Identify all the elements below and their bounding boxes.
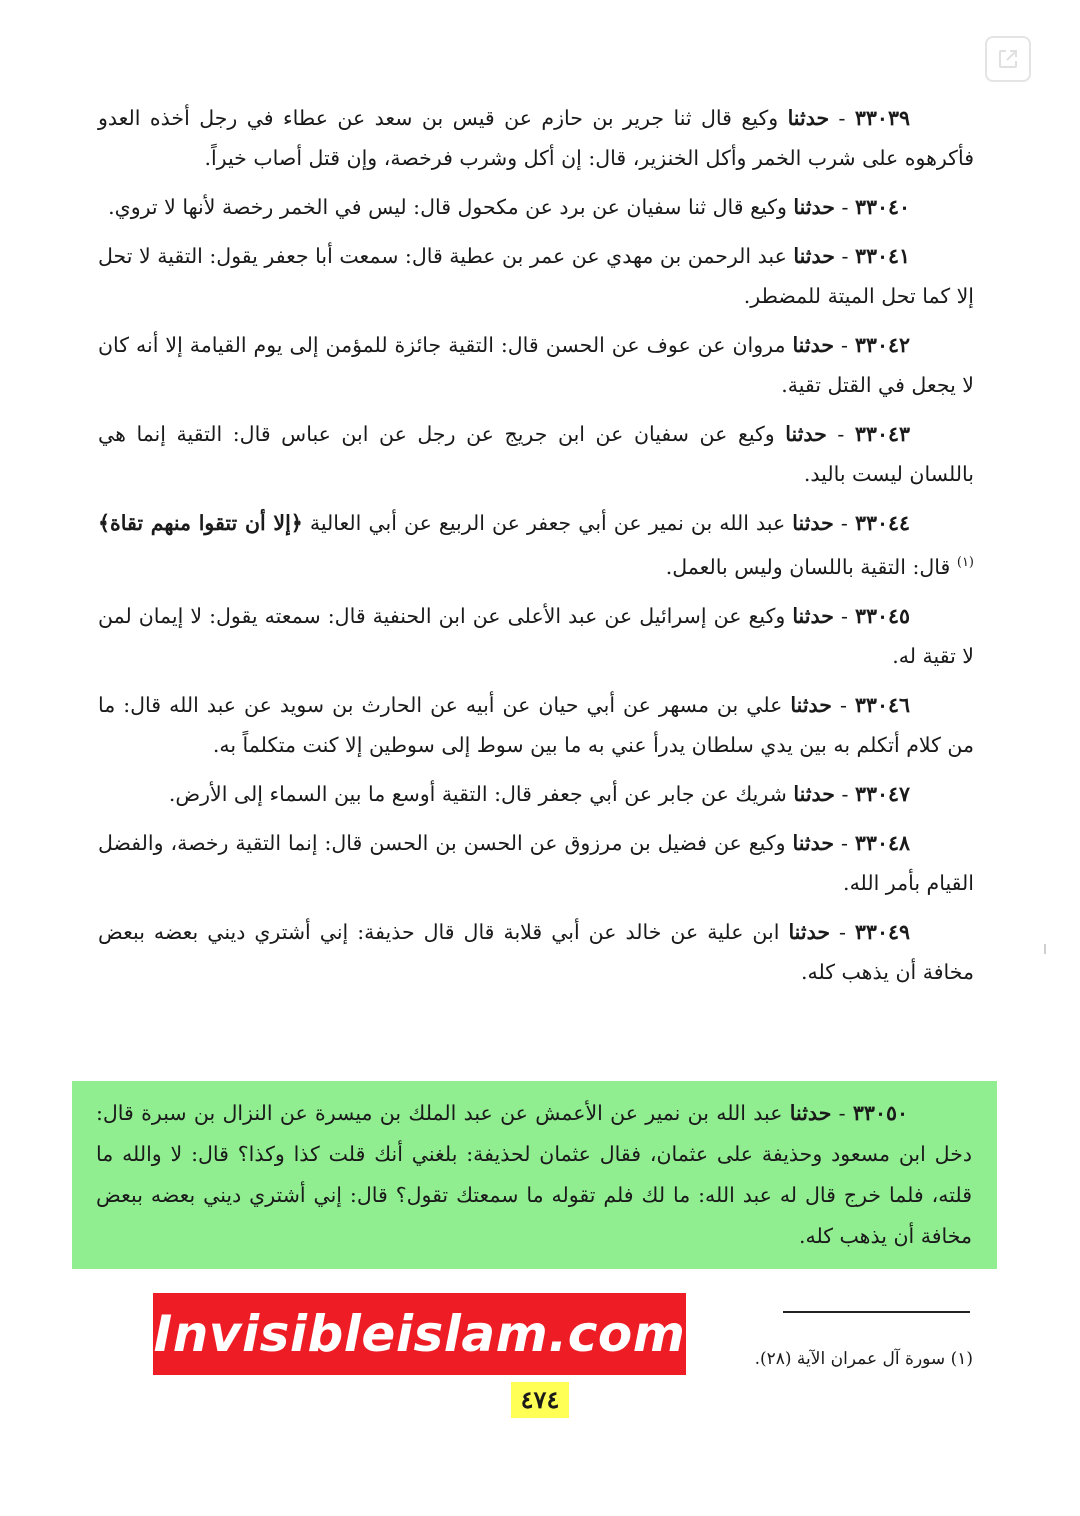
highlighted-hadith	[72, 1081, 997, 1269]
hadith-entry: ٣٣٠٤٦ - حدثنا علي بن مسهر عن أبي حيان عن أبيه عن الحارث بن سويد عن عبد الله قال: ما من كلام أتكلم به بين يدي سلطان يدرأ عني به ما بين سوط إلى سوطين إلا كنت متكلماً به.	[98, 692, 974, 757]
hadith-entry: ٣٣٠٤٠ - حدثنا وكيع قال ثنا سفيان عن برد عن مكحول قال: ليس في الخمر رخصة لأنها لا تروي.	[108, 195, 910, 219]
hadith-entry: ٣٣٠٤٤ - حدثنا عبد الله بن نمير عن أبي جعفر عن الربيع عن أبي العالية ﴿إلا أن تتقوا منهم تقاة﴾$^{(١)}$ قال: التقية باللسان وليس بالعمل.	[98, 511, 974, 579]
margin-mark	[1044, 944, 1046, 954]
hadith-entry: ٣٣٠٤٨ - حدثنا وكيع عن فضيل بن مرزوق عن الحسن بن الحسن قال: إنما التقية رخصة، والفضل القيام بأمر الله.	[98, 830, 974, 895]
quran-verse: ﴿إلا أن تتقوا منهم تقاة﴾	[98, 511, 303, 535]
hadith-entry: ٣٣٠٤١ - حدثنا عبد الرحمن بن مهدي عن عمر بن عطية قال: سمعت أبا جعفر يقول: التقية لا تحل إلا كما تحل الميتة للمضطر.	[98, 244, 974, 308]
hadith-entry: ٣٣٠٤٩ - حدثنا ابن علية عن خالد عن أبي قلابة قال قال حذيفة: إني أشتري ديني بعضه ببعض مخافة أن يذهب كله.	[98, 919, 974, 984]
hadith-list	[98, 98, 974, 1001]
hadith-entry: ٣٣٠٣٩ - حدثنا وكيع قال ثنا جرير بن حازم عن قيس بن سعد عن عطاء في رجل أخذه العدو فأكرهوه على شرب الخمر وأكل الخنزير، قال: إن أكل وشرب فرخصة، وإن قتل أصاب خيراً.	[98, 106, 974, 170]
footnote-ref[interactable]: (١)	[956, 555, 974, 570]
footnote: (١) سورة آل عمران الآية (٢٨).	[754, 1349, 973, 1369]
footnote-divider	[783, 1311, 970, 1313]
watermark-banner: Invisibleislam.com	[153, 1293, 686, 1375]
hadith-entry: ٣٣٠٥٠ - حدثنا عبد الله بن نمير عن الأعمش عن عبد الملك بن ميسرة عن النزال بن سبرة قال: دخل ابن مسعود وحذيفة على عثمان، فقال عثمان لحذيفة: بلغني أنك قلت كذا وكذا؟ قال: لا والله ما قلته، فلما خرج قال له عبد الله: ما لك فلم تقوله ما سمعتك تقول؟ قال: إني أشتري ديني بعضه ببعض مخافة أن يذهب كله.	[96, 1101, 972, 1248]
hadith-entry: ٣٣٠٤٧ - حدثنا شريك عن جابر عن أبي جعفر قال: التقية أوسع ما بين السماء إلى الأرض.	[168, 781, 910, 806]
hadith-entry: ٣٣٠٤٣ - حدثنا وكيع عن سفيان عن ابن جريج عن رجل عن ابن عباس قال: التقية إنما هي باللسان ليست باليد.	[98, 422, 974, 486]
hadith-entry: ٣٣٠٤٥ - حدثنا وكيع عن إسرائيل عن عبد الأعلى عن ابن الحنفية قال: سمعته يقول: لا إيمان لمن لا تقية له.	[98, 603, 974, 668]
hadith-entry: ٣٣٠٤٢ - حدثنا مروان عن عوف عن الحسن قال: التقية جائزة للمؤمن إلى يوم القيامة إلا أنه كان لا يجعل في القتل تقية.	[98, 333, 974, 397]
open-external-icon[interactable]	[985, 36, 1031, 82]
page-number: ٤٧٤	[511, 1382, 569, 1418]
